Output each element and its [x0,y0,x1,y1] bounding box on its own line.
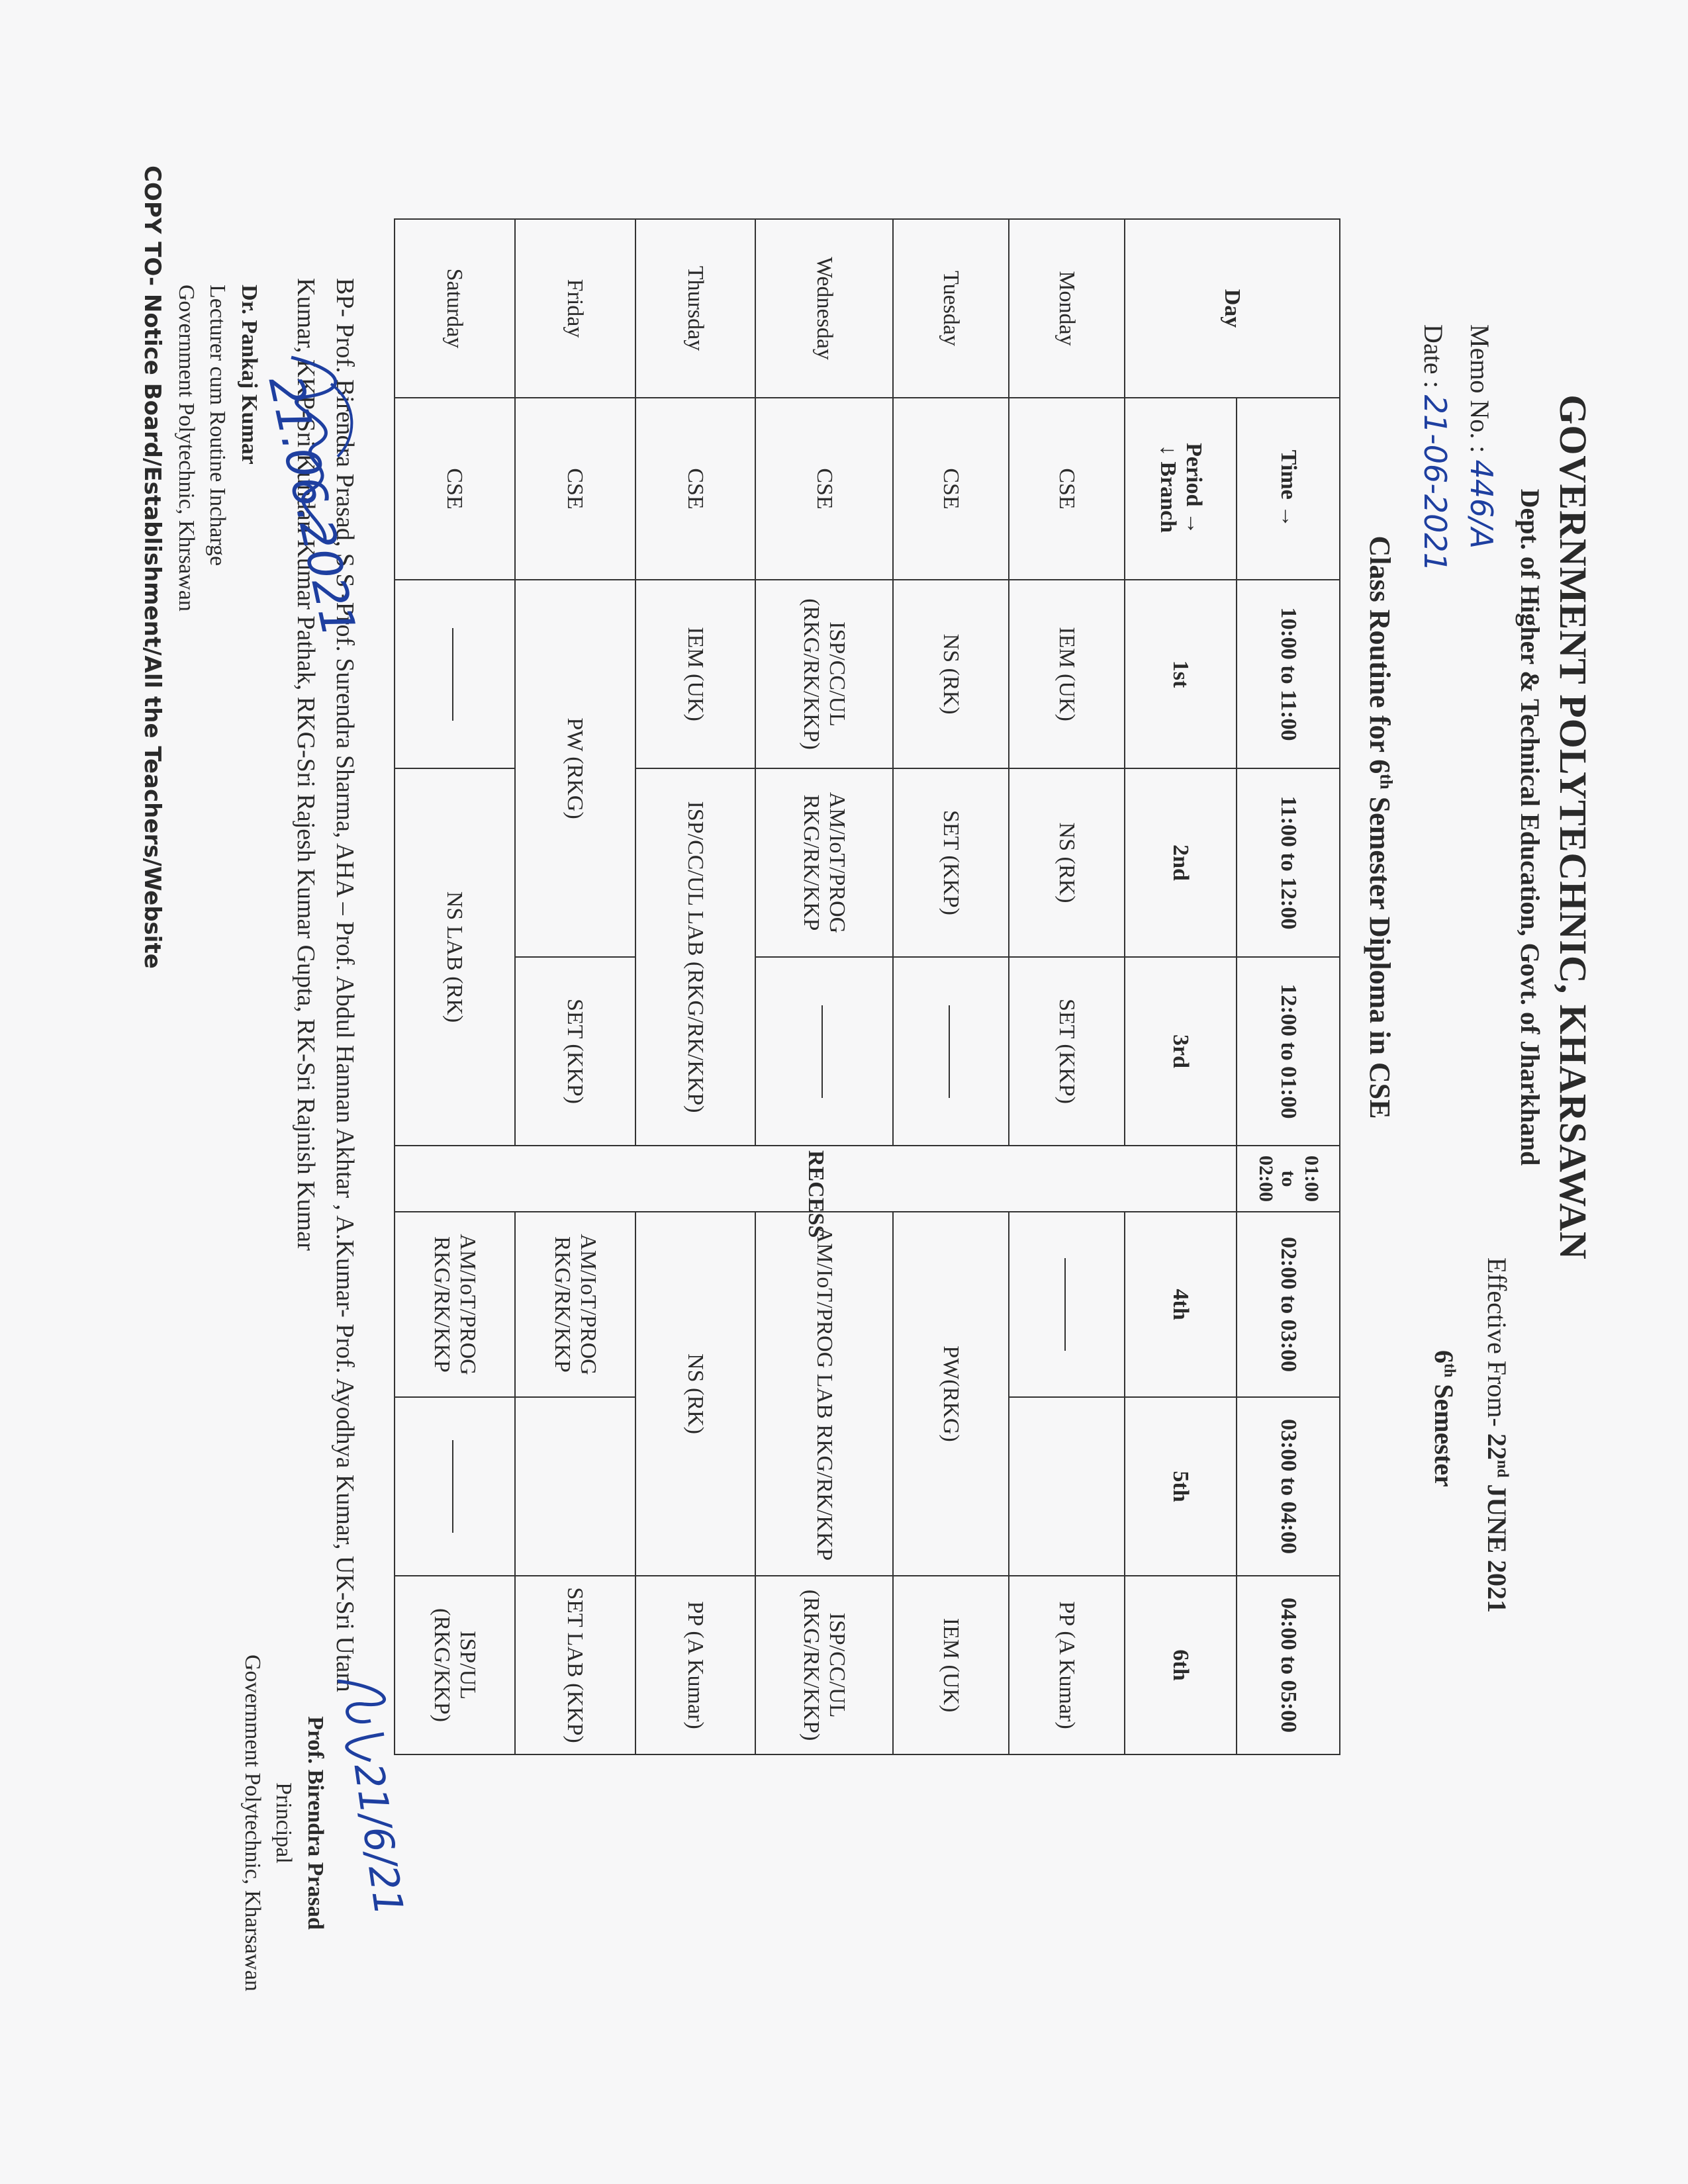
day-cell: Monday [1009,219,1125,398]
class-cell: NS (RK) [893,580,1009,768]
class-cell: AM/IoT/PROG RKG/RK/KKP [395,1212,515,1397]
time-slot-recess: 01:00 to 02:00 [1237,1146,1340,1212]
signatory-left [170,285,265,612]
time-slot: 02:00 to 03:00 [1237,1212,1340,1397]
memo-date [1417,324,1453,572]
empty-cell [395,580,515,768]
branch-cell: CSE [893,398,1009,580]
handwritten-date-right: 21/6/21 [344,1760,412,1919]
table-row [893,219,1009,1754]
time-slot: 03:00 to 04:00 [1237,1397,1340,1576]
signatory-right-name: Prof. Birendra Prasad [303,1716,328,1930]
empty-cell [515,1397,635,1576]
branch-cell: CSE [635,398,756,580]
day-header: Day [1125,219,1340,398]
empty-cell [1009,1397,1125,1576]
empty-cell [395,1397,515,1576]
branch-cell: CSE [755,398,893,580]
routine-title [1363,0,1397,1655]
class-cell: PW (RKG) [515,580,635,957]
effective-sup: nd [1493,1459,1511,1478]
routine-sup: th [1376,774,1397,790]
period-number: 6th [1125,1576,1237,1754]
class-cell: NS (RK) [1009,768,1125,957]
memo-value: 446/A [1464,459,1499,549]
empty-cell [893,957,1009,1146]
class-cell: SET (KKP) [515,957,635,1146]
branch-cell: CSE [515,398,635,580]
signatory-left-institution: Government Polytechnic, Khrsawan [173,285,199,612]
empty-cell [1009,1212,1125,1397]
period-number: 2nd [1125,768,1237,957]
period-number: 4th [1125,1212,1237,1397]
class-cell: NS (RK) [635,1212,756,1576]
day-cell: Tuesday [893,219,1009,398]
table-row [515,219,635,1754]
handwritten-date-left: 21.06.2021 [258,371,367,642]
effective-from [1481,1257,1513,1613]
signatory-right-institution: Government Polytechnic, Kharsawan [240,1655,265,1991]
routine-prefix: Class Routine for 6 [1364,535,1396,774]
signatory-right-designation: Principal [271,1782,297,1864]
effective-prefix: Effective From- [1482,1257,1512,1433]
semester-num: 6 [1429,1350,1459,1363]
department-line: Dept. of Higher & Technical Education, Govt. of Jharkhand [1515,488,1545,1166]
day-cell: Friday [515,219,635,398]
signatory-left-name: Dr. Pankaj Kumar [237,285,261,465]
class-cell: PP (A Kumar) [1009,1576,1125,1754]
memo-label: Memo No. : [1465,324,1495,453]
class-cell: IEM (UK) [635,580,756,768]
signatory-right [236,1655,331,1991]
class-cell: ISP/CC/UL (RKG/RK/KKP) [755,580,893,768]
class-cell: ISP/CC/UL LAB (RKG/RK/KKP) [635,768,756,1146]
period-branch-header [1125,398,1237,580]
day-cell: Saturday [395,219,515,398]
time-slot: 04:00 to 05:00 [1237,1576,1340,1754]
period-label: Period → [1181,443,1206,535]
table-row [755,219,893,1754]
institution-title: GOVERNMENT POLYTECHNIC, KHARSAWAN [1552,394,1595,1260]
branch-cell: CSE [1009,398,1125,580]
class-cell: AM/IoT/PROG RKG/RK/KKP [755,768,893,957]
class-cell: IEM (UK) [893,1576,1009,1754]
class-cell: SET (KKP) [1009,957,1125,1146]
day-cell: Thursday [635,219,756,398]
memo-number [1464,324,1499,549]
time-slot: 12:00 to 01:00 [1237,957,1340,1146]
period-number: 3rd [1125,957,1237,1146]
class-cell: ISP/CC/UL (RKG/RK/KKP) [755,1576,893,1754]
table-row [1009,219,1125,1754]
class-cell: AM/IoT/PROG RKG/RK/KKP [515,1212,635,1397]
semester-rest: Semester [1429,1377,1459,1487]
faculty-legend: BP- Prof. Birendra Prasad, S S -Prof. Surendra Sharma, AHA – Prof. Abdul Hannan Akhtar , A.Kumar- Prof. Ayodhya Kumar, UK-Sri Utam Kumar, KKP-Sri Kundan Kumar Pathak, RKG-Sri Rajesh Kumar Gupta, RK-Sri Rajnish Kumar [292,278,359,1692]
class-cell: PP (A Kumar) [635,1576,756,1754]
class-cell: SET LAB (KKP) [515,1576,635,1754]
class-cell: ISP/UL (RKG/KKP) [395,1576,515,1754]
effective-rest: JUNE 2021 [1482,1477,1512,1613]
semester-label [1429,1350,1460,1487]
table-row [395,219,515,1754]
time-slot: 10:00 to 11:00 [1237,580,1340,768]
class-cell: IEM (UK) [1009,580,1125,768]
class-cell: AM/IoT/PROG LAB RKG/RK/KKP [755,1212,893,1576]
branch-cell: CSE [395,398,515,580]
period-number: 1st [1125,580,1237,768]
copy-to-line: COPY TO- Notice Board/Establishment/All the Teachers/Website [139,165,165,969]
time-header: Time → [1237,398,1340,580]
date-label: Date : [1419,324,1448,388]
class-cell: NS LAB (RK) [395,768,515,1146]
branch-label: ↓ Branch [1155,444,1180,533]
empty-cell [755,957,893,1146]
signatory-left-designation: Lecturer cum Routine Incharge [205,285,230,567]
semester-sup: th [1440,1363,1458,1378]
effective-day: 22 [1482,1433,1512,1460]
routine-rest: Semester Diploma in CSE [1364,789,1396,1119]
routine-table [394,218,1340,1755]
day-cell: Wednesday [755,219,893,398]
class-cell: SET (KKP) [893,768,1009,957]
table-row [635,219,756,1754]
date-value: 21-06-2021 [1417,394,1453,572]
period-number: 5th [1125,1397,1237,1576]
class-cell: PW(RKG) [893,1212,1009,1576]
recess-column: RECESS [395,1146,1237,1212]
time-slot: 11:00 to 12:00 [1237,768,1340,957]
